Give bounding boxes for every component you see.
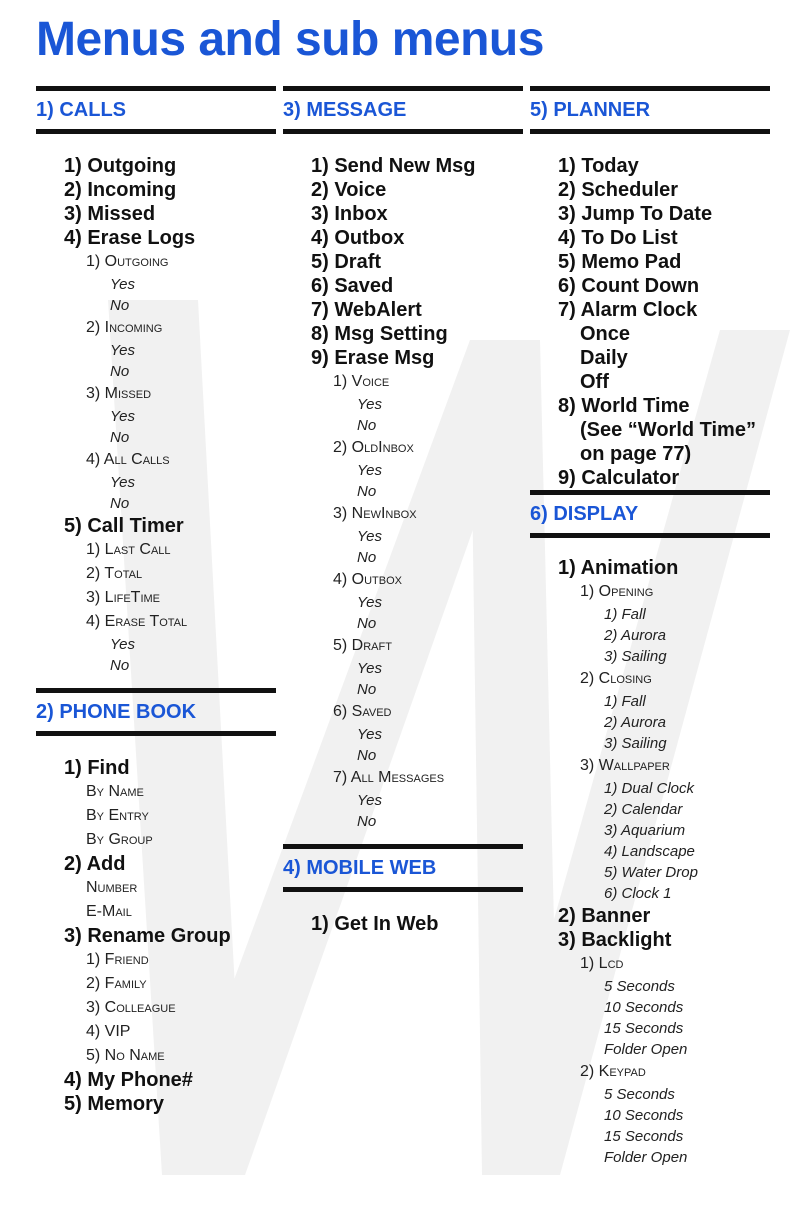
section-planner (530, 86, 770, 490)
menu-option: Yes (357, 726, 383, 743)
menu-option: 10 Seconds (604, 1107, 684, 1124)
menu-option: No (357, 681, 377, 698)
menu-option: No (110, 495, 130, 512)
menu-item: 4) My Phone# (64, 1069, 193, 1091)
menu-option: 2) Aurora (604, 714, 666, 731)
menu-item: 8) Msg Setting (311, 323, 448, 345)
menu-item: 4) To Do List (558, 227, 678, 249)
menu-option: 3) Aquarium (604, 822, 686, 839)
section-mobileweb (283, 844, 523, 936)
section-display (530, 490, 770, 1168)
menu-item: 3) Inbox (311, 203, 388, 225)
menu-item: 9) Calculator (558, 467, 680, 489)
menu-item: 1) Outgoing (86, 253, 169, 270)
section-heading-phonebook: 2) PHONE BOOK (36, 688, 276, 736)
menu-option: Folder Open (604, 1041, 688, 1058)
menu-option: No (357, 483, 377, 500)
menu-option: No (357, 615, 377, 632)
menu-item: 7) WebAlert (311, 299, 422, 321)
menu-item: 5) Draft (333, 637, 392, 654)
menu-item: 1) Last Call (86, 541, 171, 558)
menu-list-message (283, 134, 523, 844)
menu-option: 6) Clock 1 (604, 885, 672, 902)
menu-option: No (357, 417, 377, 434)
menu-item: 1) Lcd (580, 955, 624, 972)
menu-option: 4) Landscape (604, 843, 695, 860)
menu-item: 8) World Time (558, 395, 690, 417)
menu-item: 9) Erase Msg (311, 347, 435, 369)
menu-option: Yes (357, 462, 383, 479)
menu-item: 3) Wallpaper (580, 757, 670, 774)
menu-item: Off (580, 371, 609, 393)
menu-item: 3) Missed (86, 385, 152, 402)
menu-item: Number (86, 879, 138, 896)
menu-item: 6) Saved (311, 275, 394, 297)
menu-option: 3) Sailing (604, 735, 667, 752)
menu-item: 2) Family (86, 975, 147, 992)
menu-item: Daily (580, 347, 628, 369)
menu-option: 5 Seconds (604, 978, 675, 995)
menu-option: No (110, 297, 130, 314)
menu-option: 1) Dual Clock (604, 780, 695, 797)
menu-item: on page 77) (580, 443, 692, 465)
menu-item: 5) No Name (86, 1047, 165, 1064)
section-calls (36, 86, 276, 688)
menu-item: 2) Scheduler (558, 179, 679, 201)
menu-option: Yes (110, 408, 136, 425)
menu-list-calls (36, 134, 276, 688)
menu-option: No (110, 429, 130, 446)
section-heading-calls: 1) CALLS (36, 86, 276, 134)
menu-option: No (357, 747, 377, 764)
section-heading-display: 6) DISPLAY (530, 490, 770, 538)
menu-item: 3) Missed (64, 203, 156, 225)
column-1 (36, 86, 276, 1116)
menu-option: 5 Seconds (604, 1086, 675, 1103)
menu-list-mobileweb (283, 892, 523, 936)
menu-option: No (110, 363, 130, 380)
menu-option: Yes (357, 396, 383, 413)
menu-option: Yes (110, 636, 136, 653)
menu-item: (See “World Time” (580, 419, 756, 441)
menu-item: 2) OldInbox (333, 439, 414, 456)
menu-item: 5) Memory (64, 1093, 165, 1115)
menu-item: 5) Draft (311, 251, 382, 273)
menu-item: 1) Animation (558, 557, 679, 579)
menu-item: 6) Saved (333, 703, 392, 720)
menu-option: 1) Fall (604, 606, 646, 623)
menu-option: No (110, 657, 130, 674)
menu-item: By Entry (86, 807, 149, 824)
menu-item: 7) Alarm Clock (558, 299, 698, 321)
menu-item: 3) NewInbox (333, 505, 417, 522)
menu-item: 4) Erase Total (86, 613, 188, 630)
menu-item: 2) Voice (311, 179, 387, 201)
menu-option: 10 Seconds (604, 999, 684, 1016)
menu-option: Yes (110, 276, 136, 293)
page-title: Menus and sub menus (36, 13, 544, 66)
section-heading-message: 3) MESSAGE (283, 86, 523, 134)
menu-option: Yes (357, 792, 383, 809)
menu-option: 2) Aurora (604, 627, 666, 644)
menu-option: Yes (110, 342, 136, 359)
menu-item: 2) Total (86, 565, 143, 582)
menu-option: Yes (357, 528, 383, 545)
section-heading-mobileweb: 4) MOBILE WEB (283, 844, 523, 892)
column-2 (283, 86, 523, 936)
menu-item: 2) Closing (580, 670, 652, 687)
menu-item: 1) Get In Web (311, 913, 439, 935)
menu-list-phonebook (36, 736, 276, 1116)
menu-item: 1) Opening (580, 583, 654, 600)
menu-option: No (357, 813, 377, 830)
menu-item: 4) Outbox (311, 227, 405, 249)
menu-option: 2) Calendar (604, 801, 683, 818)
menu-item: 1) Send New Msg (311, 155, 476, 177)
menu-item: 4) All Calls (86, 451, 170, 468)
menu-item: By Group (86, 831, 153, 848)
menu-option: Yes (110, 474, 136, 491)
menu-option: 5) Water Drop (604, 864, 698, 881)
menu-item: 2) Add (64, 853, 126, 875)
menu-item: 3) Rename Group (64, 925, 231, 947)
menu-item: 1) Outgoing (64, 155, 177, 177)
menu-option: Folder Open (604, 1149, 688, 1166)
menu-item: 1) Find (64, 757, 130, 779)
menu-item: 4) Outbox (333, 571, 403, 588)
menu-item: 4) Erase Logs (64, 227, 196, 249)
menu-item: 4) VIP (86, 1023, 131, 1040)
menu-option: Yes (357, 594, 383, 611)
menu-item: 3) Backlight (558, 929, 672, 951)
menu-item: E-Mail (86, 903, 132, 920)
section-heading-planner: 5) PLANNER (530, 86, 770, 134)
menu-item: 5) Call Timer (64, 515, 184, 537)
menu-item: 3) Colleague (86, 999, 176, 1016)
menu-item: 1) Today (558, 155, 639, 177)
menu-option: 1) Fall (604, 693, 646, 710)
menu-list-planner (530, 134, 770, 490)
section-phonebook (36, 688, 276, 1116)
section-message (283, 86, 523, 844)
menu-option: Yes (357, 660, 383, 677)
menu-item: 1) Friend (86, 951, 149, 968)
menu-option: 3) Sailing (604, 648, 667, 665)
menu-item: 2) Incoming (86, 319, 163, 336)
column-3 (530, 86, 770, 1168)
menu-option: No (357, 549, 377, 566)
menu-item: 6) Count Down (558, 275, 700, 297)
menu-item: 1) Voice (333, 373, 390, 390)
menu-item: 5) Memo Pad (558, 251, 682, 273)
menu-item: 2) Keypad (580, 1063, 646, 1080)
menu-item: 3) Jump To Date (558, 203, 713, 225)
menu-item: 7) All Messages (333, 769, 445, 786)
menu-item: By Name (86, 783, 144, 800)
menu-list-display (530, 538, 770, 1168)
menu-option: 15 Seconds (604, 1128, 684, 1145)
menu-item: Once (580, 323, 631, 345)
menu-item: 2) Banner (558, 905, 651, 927)
menu-option: 15 Seconds (604, 1020, 684, 1037)
menu-item: 3) LifeTime (86, 589, 161, 606)
menu-item: 2) Incoming (64, 179, 177, 201)
